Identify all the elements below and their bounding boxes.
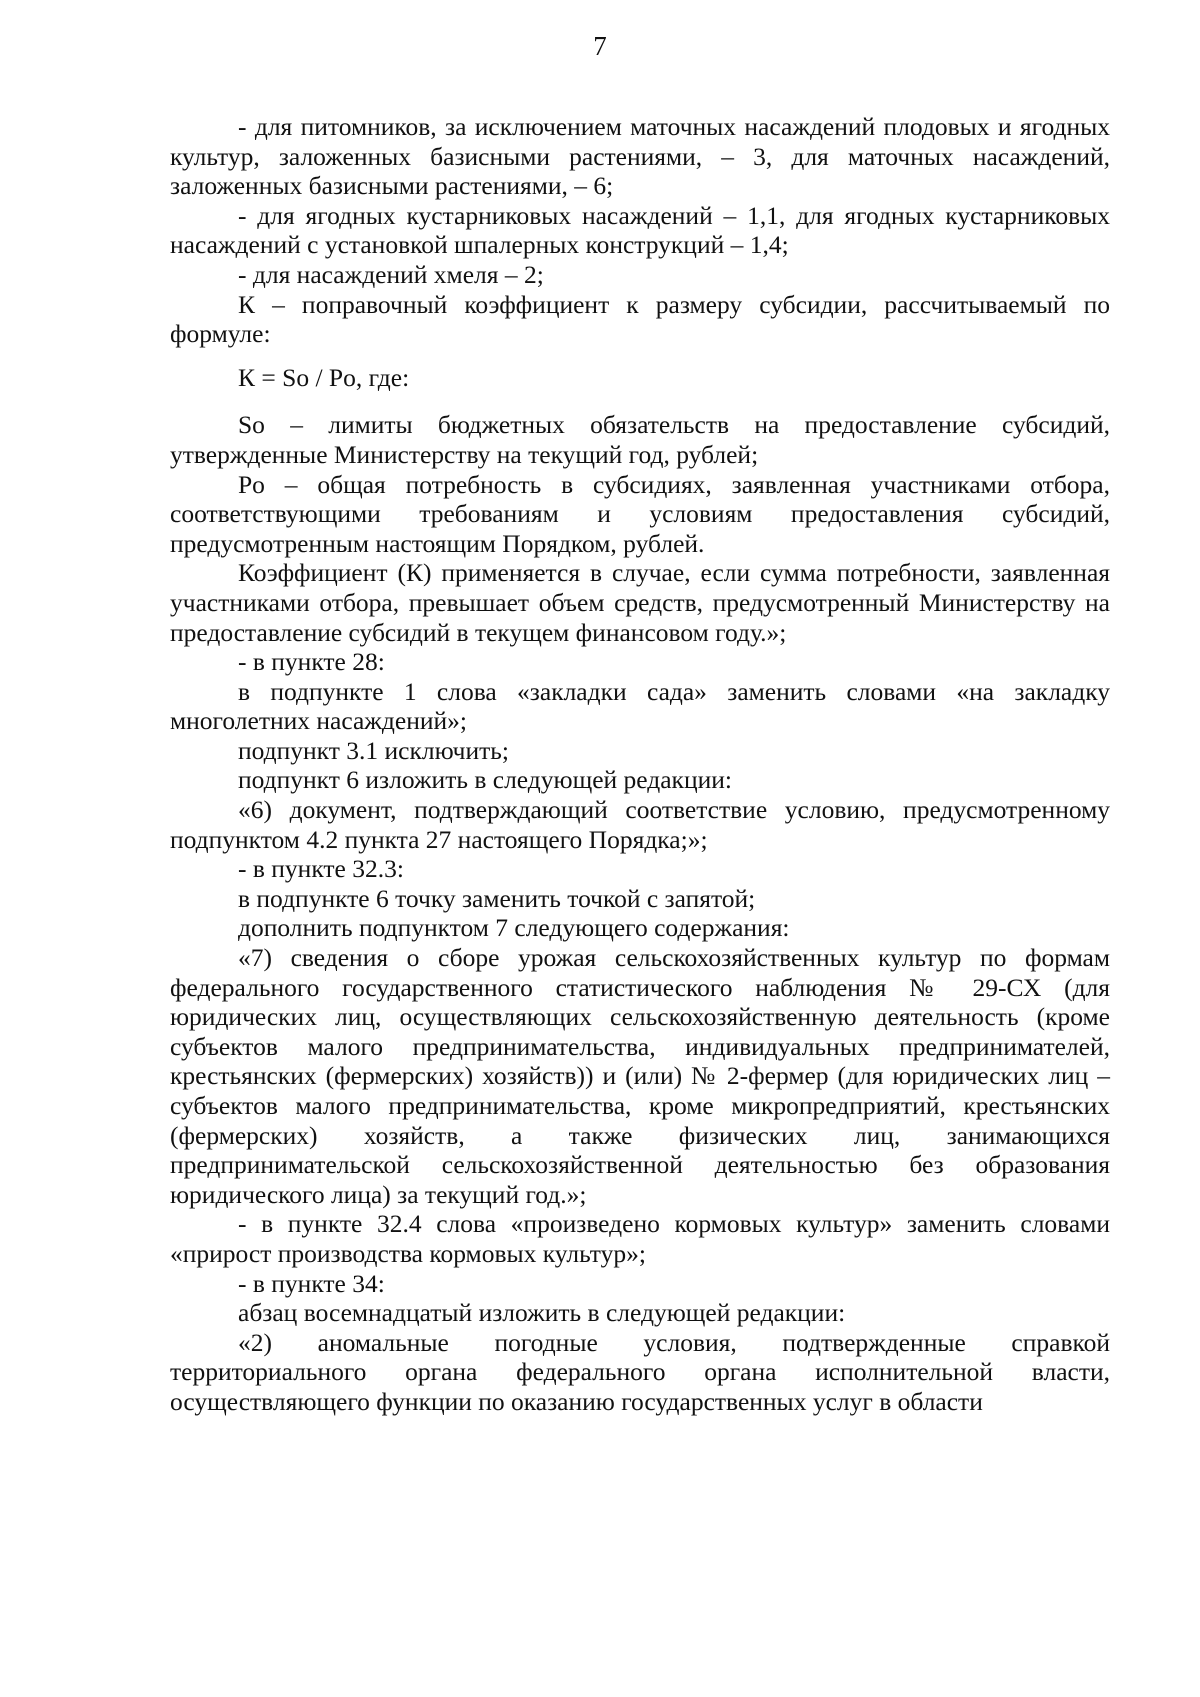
paragraph: в подпункте 6 точку заменить точкой с запятой; — [238, 883, 756, 913]
paragraph: Коэффициент (К) применяется в случае, если сумма потребности, заявленная участниками отбора, превышает объем средств, предусмотренный Министерству на предоставление субсидий в текущем финансовом году.»; — [170, 558, 1110, 647]
paragraph: - в пункте 32.4 слова «произведено кормовых культур» заменить словами «прирост производства кормовых культур»; — [170, 1209, 1110, 1268]
paragraph: абзац восемнадцатый изложить в следующей редакции: — [238, 1298, 846, 1328]
paragraph: дополнить подпунктом 7 следующего содержания: — [238, 913, 790, 943]
paragraph: подпункт 6 изложить в следующей редакции: — [238, 765, 732, 795]
document-body — [170, 112, 1110, 1417]
paragraph: подпункт 3.1 исключить; — [238, 735, 509, 765]
paragraph: «2) аномальные погодные условия, подтвержденные справкой территориального органа федерального органа исполнительной власти, осуществляющего функции по оказанию государственных услуг в области — [170, 1327, 1110, 1416]
paragraph: Po – общая потребность в субсидиях, заявленная участниками отбора, соответствующими требованиям и условиям предоставления субсидий, предусмотренным настоящим Порядком, рублей. — [170, 469, 1110, 558]
formula: К = So / Po, где: — [238, 362, 410, 392]
paragraph: - в пункте 32.3: — [238, 854, 404, 884]
paragraph: К – поправочный коэффициент к размеру субсидии, рассчитываемый по формуле: — [170, 289, 1110, 349]
paragraph: «7) сведения о сборе урожая сельскохозяйственных культур по формам федерального государственного статистического наблюдения № 29-СХ (для юридических лиц, осуществляющих сельскохозяйственную деятельность (кроме субъектов малого предпринимательства, индивидуальных предпринимателей, крестьянских (фермерских) хозяйств)) и (или) № 2-фермер (для юридических лиц – субъектов малого предпринимательства, кроме микропредприятий, крестьянских (фермерских) хозяйств, а также физических лиц, занимающихся предпринимательской сельскохозяйственной деятельностью без образования юридического лица) за текущий год.»; — [170, 943, 1110, 1209]
paragraph: в подпункте 1 слова «закладки сада» заменить словами «на закладку многолетних насаждений»; — [170, 676, 1110, 736]
paragraph: - в пункте 34: — [238, 1268, 385, 1298]
paragraph: - для ягодных кустарниковых насаждений – 1,1, для ягодных кустарниковых насаждений с установкой шпалерных конструкций – 1,4; — [170, 200, 1110, 260]
paragraph: So – лимиты бюджетных обязательств на предоставление субсидий, утвержденные Министерству на текущий год, рублей; — [170, 410, 1110, 469]
paragraph: - в пункте 28: — [238, 647, 385, 677]
paragraph: - для насаждений хмеля – 2; — [238, 259, 544, 289]
page-number: 7 — [593, 31, 607, 61]
paragraph: - для питомников, за исключением маточных насаждений плодовых и ягодных культур, заложенных базисными растениями, – 3, для маточных насаждений, заложенных базисными растениями, – 6; — [170, 112, 1110, 201]
paragraph: «6) документ, подтверждающий соответствие условию, предусмотренному подпунктом 4.2 пункта 27 настоящего Порядка;»; — [170, 795, 1110, 854]
